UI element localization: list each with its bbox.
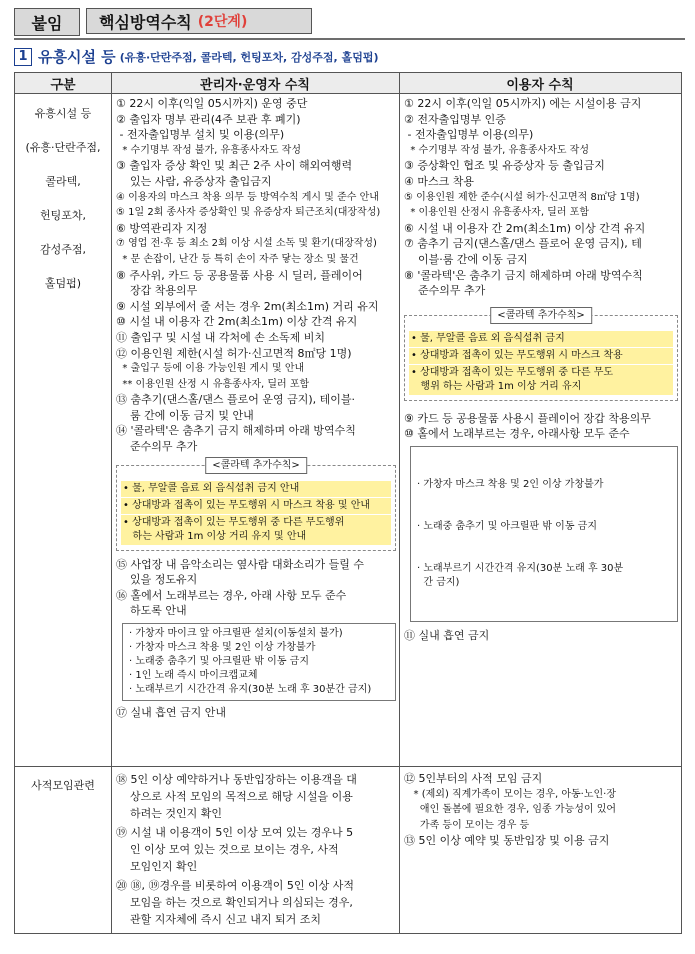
list-note: * 수기명부 작성 불가, 유흥종사자도 작성 (116, 144, 301, 156)
section-heading (14, 46, 378, 67)
list-item: ② 전자출입명부 인증 (404, 112, 506, 126)
list-item: ⑨ 시설 외부에서 줄 서는 경우 2m(최소1m) 거리 유지 (116, 299, 379, 313)
row2-manager-rules (116, 771, 396, 928)
list-item: ⑤ 이용인원 제한 준수(시설 허가·신고면적 8㎡당 1명) (404, 191, 640, 203)
list-item: ⑬ 춤추기(댄스홀/댄스 플로어 운영 금지), 테이블· 룸 간에 이동 금지 및 안내 (116, 393, 356, 422)
list-item: ⑳ ⑱, ⑲경우를 비롯하여 이용객이 5인 이상 사적 모임을 하는 것으로 확인되거나 의심되는 경우, 관할 지자체에 즉시 신고 내지 퇴거 조치 (116, 879, 354, 926)
category-line: 콜라텍, (45, 175, 81, 188)
list-note: * 문 손잡이, 난간 등 특히 손이 자주 닿는 장소 및 물건 (116, 253, 359, 265)
list-item: ⑥ 방역관리자 지정 (116, 221, 208, 235)
highlighted-item: • 상대방과 접촉이 있는 무도행위 중 다른 무도 행위 하는 사람과 1m 이상 거리 유지 (409, 365, 673, 395)
list-note: * 수기명부 작성 불가, 유흥종사자도 작성 (404, 144, 589, 156)
section-number: 1 (14, 48, 32, 66)
colatec-extra-rules-box (404, 309, 678, 401)
list-item: ⑫ 5인부터의 사적 모임 금지 (404, 772, 543, 785)
list-item: ⑱ 5인 이상 예약하거나 동반입장하는 이용객을 대 상으로 사적 모임의 목적으로 해당 시설을 이용 하려는 것인지 확인 (116, 773, 357, 820)
attachment-tag: 붙임 (14, 8, 80, 36)
list-item: - 전자출입명부 설치 및 이용(의무) (116, 128, 285, 142)
list-note: * 출입구 등에 이용 가능인원 게시 및 안내 (116, 363, 305, 375)
list-item: ④ 마스크 착용 (404, 174, 474, 188)
row2-category: 사적모임관련 (31, 779, 95, 792)
colatec-box-label: <콜라텍 추가수칙> (490, 307, 592, 325)
box-item: · 1인 노래 즉시 마이크캡교체 (129, 670, 258, 682)
title-stage: (2단계) (197, 14, 248, 30)
document-header (14, 8, 312, 36)
list-item: ③ 출입자 증상 확인 및 최근 2주 사이 해외여행력 있는 사람, 유증상자 출입금지 (116, 159, 353, 188)
header-manager: 관리자·운영자 수칙 (200, 77, 310, 93)
category-line: (유흥·단란주점, (25, 141, 101, 154)
box-item: · 노래부르기 시간간격 유지(30분 노래 후 30분간 금지) (129, 684, 372, 696)
highlighted-item: • 상대방과 접촉이 있는 무도행위 중 다른 무도행위 하는 사람과 1m 이상 거리 유지 및 안내 (121, 515, 391, 545)
list-item: ② 출입자 명부 관리(4주 보관 후 폐기) (116, 112, 301, 126)
row-divider (15, 766, 681, 767)
list-item: ⑤ 1일 2회 종사자 증상확인 및 유증상자 퇴근조치(대장작성) (116, 207, 381, 219)
highlighted-item: • 상대방과 접촉이 있는 무도행위 시 마스크 착용 및 안내 (121, 498, 391, 514)
box-item: · 가창자 마이크 앞 아크릴판 설치(이동설치 불가) (129, 628, 343, 640)
list-item: ④ 이용자의 마스크 착용 의무 등 방역수칙 게시 및 준수 안내 (116, 191, 379, 203)
row2-user-rules (404, 771, 678, 849)
singing-rules-box (122, 623, 396, 701)
row1-user-rules (404, 96, 678, 644)
singing-rules-box (410, 446, 678, 622)
highlighted-item: • 상대방과 접촉이 있는 무도행위 시 마스크 착용 (409, 348, 673, 364)
box-item: · 가창자 마스크 착용 및 2인 이상 가창불가 (129, 642, 316, 654)
list-item: ③ 증상확인 협조 및 유증상자 등 출입금지 (404, 159, 605, 173)
category-line: 헌팅포차, (39, 209, 86, 222)
section-subtitle: (유흥·단란주점, 콜라텍, 헌팅포차, 감성주점, 홀덤펍) (119, 50, 379, 64)
list-item: ① 22시 이후(익일 05시까지) 에는 시설이용 금지 (404, 97, 642, 110)
header-divider (14, 38, 685, 40)
list-note: ** 이용인원 산정 시 유흥종사자, 딜러 포함 (116, 378, 310, 390)
row1-category (15, 97, 111, 301)
highlighted-item: • 물, 무알콜 음료 외 음식섭취 금지 (409, 331, 673, 347)
list-item: ⑪ 실내 흡연 금지 (404, 628, 490, 642)
list-item: ⑭ '콜라텍'은 춤추기 금지 해제하며 아래 방역수칙 준수의무 추가 (116, 424, 356, 454)
box-item: · 노래중 춤추기 및 아크릴판 밖 이동 금지 (129, 656, 309, 668)
box-item: · 노래중 춤추기 및 아크릴판 밖 이동 금지 (417, 520, 597, 532)
list-note: * (제외) 직계가족이 모이는 경우, 아동·노인·장 애인 돌봄에 필요한 경우, 임종 가능성이 있어 가족 등이 모이는 경우 등 (413, 788, 617, 831)
highlighted-item: • 물, 무알콜 음료 외 음식섭취 금지 안내 (121, 481, 391, 497)
colatec-box-label: <콜라텍 추가수칙> (205, 457, 307, 475)
column-divider (399, 73, 400, 933)
list-item: ⑰ 실내 흡연 금지 안내 (116, 706, 226, 720)
document-title (86, 8, 312, 34)
list-item: ⑫ 이용인원 제한(시설 허가·신고면적 8㎡당 1명) (116, 346, 352, 360)
colatec-extra-rules-box (116, 459, 396, 551)
list-item: - 전자출입명부 이용(의무) (404, 128, 534, 142)
list-note: * 이용인원 산정시 유흥종사자, 딜러 포함 (404, 207, 589, 219)
list-item: ⑩ 시설 내 이용자 간 2m(최소1m) 이상 간격 유지 (116, 315, 358, 329)
list-item: ⑧ 주사위, 카드 등 공용물품 사용 시 딜러, 플레이어 장갑 착용의무 (116, 268, 363, 298)
list-item: ⑦ 춤추기 금지(댄스홀/댄스 플로어 운영 금지), 테 이블·룸 간에 이동 금지 (404, 237, 642, 266)
category-line: 유흥시설 등 (34, 107, 92, 120)
header-category: 구분 (50, 77, 76, 93)
list-item: ⑧ '콜라텍'은 춤추기 금지 해제하며 아래 방역수칙 준수의무 추가 (404, 268, 643, 298)
rules-table (14, 72, 682, 934)
list-item: ⑩ 홀에서 노래부르는 경우, 아래사항 모두 준수 (404, 427, 630, 441)
box-item: · 가창자 마스크 착용 및 2인 이상 가창불가 (417, 478, 604, 490)
list-item: ⑮ 사업장 내 음악소리는 옆사람 대화소리가 들릴 수 있을 정도유지 (116, 557, 364, 587)
category-line: 홀덤펍) (44, 277, 82, 290)
list-item: ⑲ 시설 내 이용객이 5인 이상 모여 있는 경우나 5 인 이상 모여 있는 것으로 보이는 경우, 사적 모임인지 확인 (116, 826, 354, 873)
list-item: ⑯ 홀에서 노래부르는 경우, 아래 사항 모두 준수 하도록 안내 (116, 588, 347, 618)
list-item: ⑦ 영업 전·후 등 최소 2회 이상 시설 소독 및 환기(대장작성) (116, 238, 377, 250)
section-name: 유흥시설 등 (38, 48, 116, 66)
list-item: ⑬ 5인 이상 예약 및 동반입장 및 이용 금지 (404, 834, 610, 848)
box-item: · 노래부르기 시간간격 유지(30분 노래 후 30분 간 금지) (417, 562, 624, 588)
list-item: ⑪ 출입구 및 시설 내 각처에 손 소독제 비치 (116, 330, 325, 344)
title-main: 핵심방역수칙 (99, 12, 192, 32)
table-header-row (15, 73, 681, 94)
row1-manager-rules (116, 96, 396, 721)
list-item: ⑥ 시설 내 이용자 간 2m(최소1m) 이상 간격 유지 (404, 221, 646, 235)
column-divider (111, 73, 112, 933)
list-item: ① 22시 이후(익일 05시까지) 운영 중단 (116, 97, 308, 110)
list-item: ⑨ 카드 등 공용물품 사용시 플레이어 장갑 착용의무 (404, 411, 651, 425)
header-user: 이용자 수칙 (506, 77, 574, 93)
category-line: 감성주점, (39, 243, 86, 256)
